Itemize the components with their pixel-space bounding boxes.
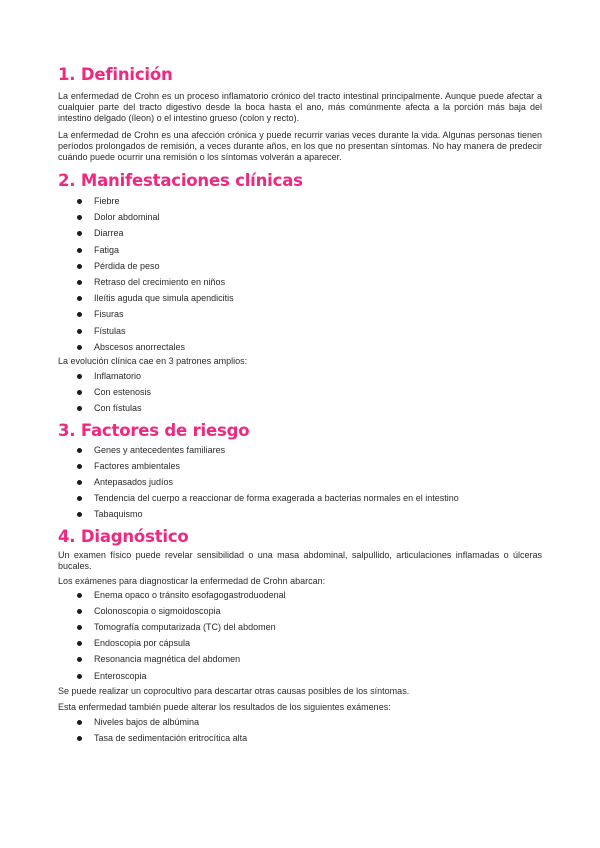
list-item: Colonoscopia o sigmoidoscopia [58,603,542,619]
list-item: Tendencia del cuerpo a reaccionar de forma exagerada a bacterias normales en el intestino [58,490,542,506]
section-heading-manifestaciones: 2. Manifestaciones clínicas [58,171,303,190]
bullet-icon [77,593,82,598]
definicion-paragraph-1: La enfermedad de Crohn es un proceso inflamatorio crónico del tracto intestinal principalmente. Aunque puede afectar a cualquier parte del tracto digestivo desde la boca hasta el ano, más comúnmente afecta a la porción más baja del intestino delgado (íleon) o el intestino grueso (colon y recto). [58,91,542,123]
bullet-icon [77,199,82,204]
diagnostico-paragraph-3: Se puede realizar un coprocultivo para descartar otras causas posibles de los síntomas. [58,685,410,696]
list-item: Retraso del crecimiento en niños [58,274,542,290]
list-item: Endoscopia por cápsula [58,635,542,651]
bullet-icon [77,480,82,485]
bullet-icon [77,625,82,630]
list-item: Tabaquismo [58,506,542,522]
bullet-icon [77,390,82,395]
definicion-paragraph-2: La enfermedad de Crohn es una afección crónica y puede recurrir varias veces durante la vida. Algunas personas tienen períodos prolongados de remisión, a veces durante años, en los que no presentan síntomas. No hay manera de predecir cuándo puede ocurrir una remisión o los síntomas volverán a aparecer. [58,130,542,162]
bullet-icon [77,674,82,679]
bullet-icon [77,231,82,236]
list-item: Pérdida de peso [58,258,542,274]
list-item: Antepasados judíos [58,474,542,490]
diagnostico-paragraph-2: Los exámenes para diagnosticar la enfermedad de Crohn abarcan: [58,575,326,586]
bullet-icon [77,312,82,317]
section-heading-factores: 3. Factores de riesgo [58,420,250,440]
diagnostico-paragraph-1: Un examen físico puede revelar sensibilidad o una masa abdominal, salpullido, articulaciones inflamadas o úlceras bucales. [58,549,542,571]
bullet-icon [77,720,82,725]
bullet-icon [77,736,82,741]
alteraciones-list [58,714,542,746]
list-item: Fisuras [58,306,542,322]
section-heading-diagnostico: 4. Diagnóstico [58,526,189,546]
list-item: Niveles bajos de albúmina [58,714,542,730]
patrones-list [58,368,542,417]
document-page [58,64,542,746]
bullet-icon [77,496,82,501]
bullet-icon [77,280,82,285]
section-heading-definicion: 1. Definición [58,65,173,84]
bullet-icon [77,406,82,411]
bullet-icon [77,641,82,646]
list-item: Enema opaco o tránsito esofagogastroduodenal [58,587,542,603]
list-item: Fatiga [58,242,542,258]
bullet-icon [77,512,82,517]
list-item: Fiebre [58,193,542,209]
list-item: Factores ambientales [58,458,542,474]
list-item: Ileítis aguda que simula apendicitis [58,290,542,306]
evolucion-text: La evolución clínica cae en 3 patrones amplios: [58,356,248,367]
list-item: Inflamatorio [58,368,542,384]
examenes-list [58,587,542,684]
list-item: Diarrea [58,225,542,241]
list-item: Tasa de sedimentación eritrocítica alta [58,730,542,746]
bullet-icon [77,329,82,334]
list-item: Abscesos anorrectales [58,339,542,355]
list-item: Tomografía computarizada (TC) del abdomen [58,619,542,635]
list-item: Enteroscopia [58,668,542,684]
bullet-icon [77,657,82,662]
bullet-icon [77,248,82,253]
list-item: Resonancia magnética del abdomen [58,651,542,667]
list-item: Con fístulas [58,400,542,416]
list-item: Fístulas [58,323,542,339]
manifestaciones-list [58,193,542,355]
bullet-icon [77,345,82,350]
bullet-icon [77,215,82,220]
list-item: Con estenosis [58,384,542,400]
bullet-icon [77,296,82,301]
bullet-icon [77,374,82,379]
bullet-icon [77,609,82,614]
diagnostico-paragraph-4: Esta enfermedad también puede alterar los resultados de los siguientes exámenes: [58,701,391,712]
list-item: Dolor abdominal [58,209,542,225]
bullet-icon [77,264,82,269]
list-item: Genes y antecedentes familiares [58,442,542,458]
bullet-icon [77,464,82,469]
factores-list [58,442,542,523]
bullet-icon [77,448,82,453]
